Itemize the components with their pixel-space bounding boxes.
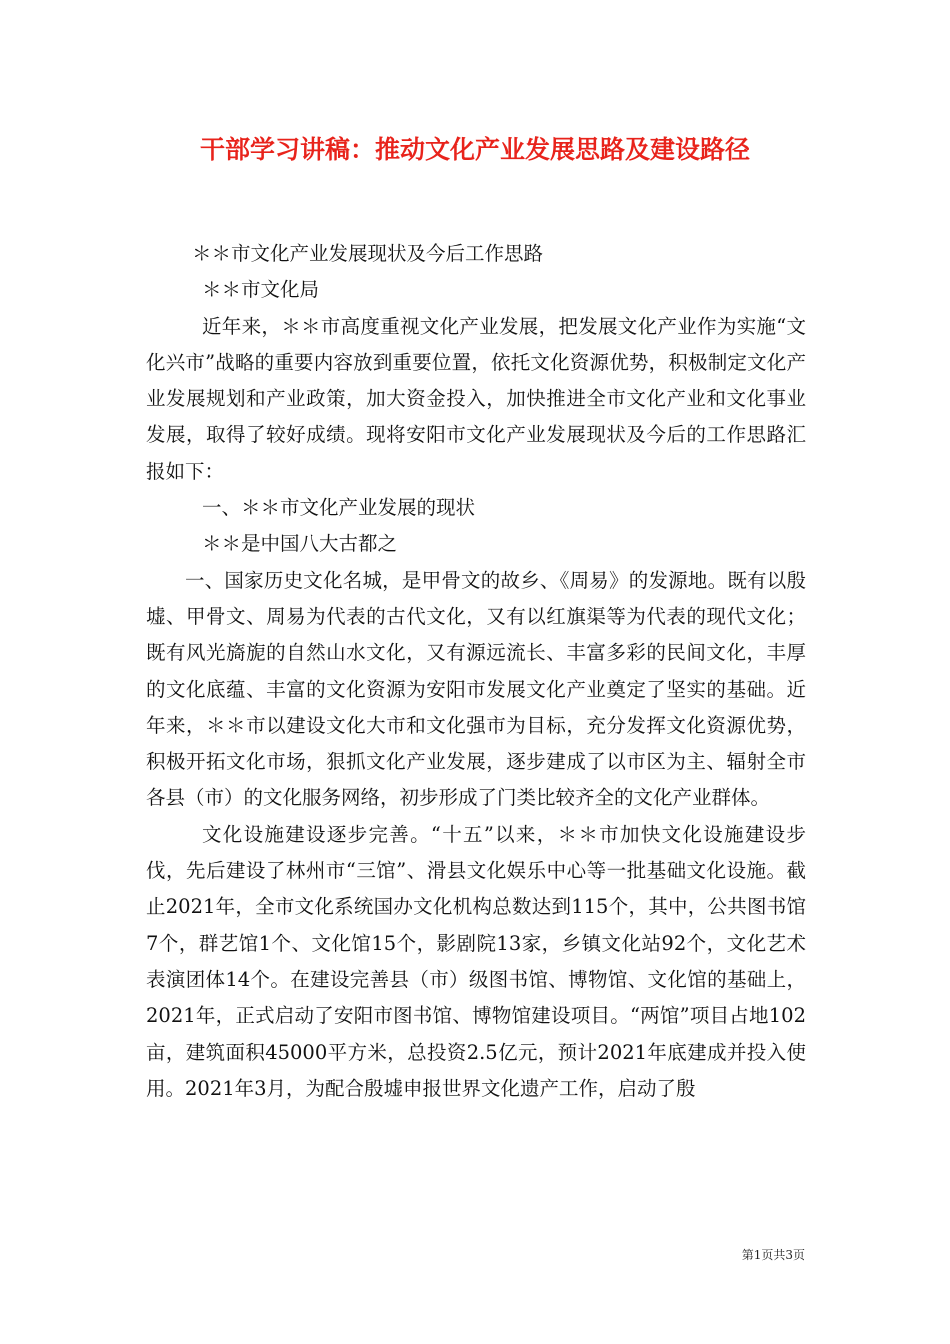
author-line: ＊＊市文化局 [202,278,320,302]
document-title: 干部学习讲稿：推动文化产业发展思路及建设路径 [199,135,750,164]
paragraph-culture: 一、国家历史文化名城，是甲骨文的故乡、《周易》的发源地。既有以殷墟、甲骨文、周易为代表的古代文化，又有以红旗渠等为代表的现代文化；既有风光旖旎的自然山水文化，又有源远流长、丰富多彩的民间文化，丰厚的文化底蕴、丰富的文化资源为安阳市发展文化产业奠定了坚实的基础。近年来，＊＊市以建设文化大市和文化强市为目标，充分发挥文化资源优势，积极开拓文化市场，狠抓文化产业发展，逐步建成了以市区为主、辐射全市各县（市）的文化服务网络，初步形成了门类比较齐全的文化产业群体。 [146,568,806,810]
document-body [146,236,806,1107]
paragraph-short: ＊＊是中国八大古都之 [202,532,398,556]
page-number-footer: 第1页共3页 [741,1248,805,1262]
subtitle-line: ＊＊市文化产业发展现状及今后工作思路 [192,242,544,265]
paragraph-intro: 近年来，＊＊市高度重视文化产业发展，把发展文化产业作为实施“文化兴市”战略的重要内容放到重要位置，依托文化资源优势，积极制定文化产业发展规划和产业政策，加大资金投入，加快推进全市文化产业和文化事业发展，取得了较好成绩。现将安阳市文化产业发展现状及今后的工作思路汇报如下： [146,314,806,483]
section-heading: 一、＊＊市文化产业发展的现状 [202,496,476,520]
paragraph-facilities: 文化设施建设逐步完善。“十五”以来，＊＊市加快文化设施建设步伐，先后建设了林州市“三馆”、滑县文化娱乐中心等一批基础文化设施。截止2021年，全市文化系统国办文化机构总数达到115个，其中，公共图书馆7个，群艺馆1个、文化馆15个，影剧院13家，乡镇文化站92个，文化艺术表演团体14个。在建设完善县（市）级图书馆、博物馆、文化馆的基础上，2021年，正式启动了安阳市图书馆、博物馆建设项目。“两馆”项目占地102亩，建筑面积45000平方米，总投资2.5亿元，预计2021年底建成并投入使用。2021年3月，为配合殷墟申报世界文化遗产工作，启动了殷 [146,822,806,1100]
